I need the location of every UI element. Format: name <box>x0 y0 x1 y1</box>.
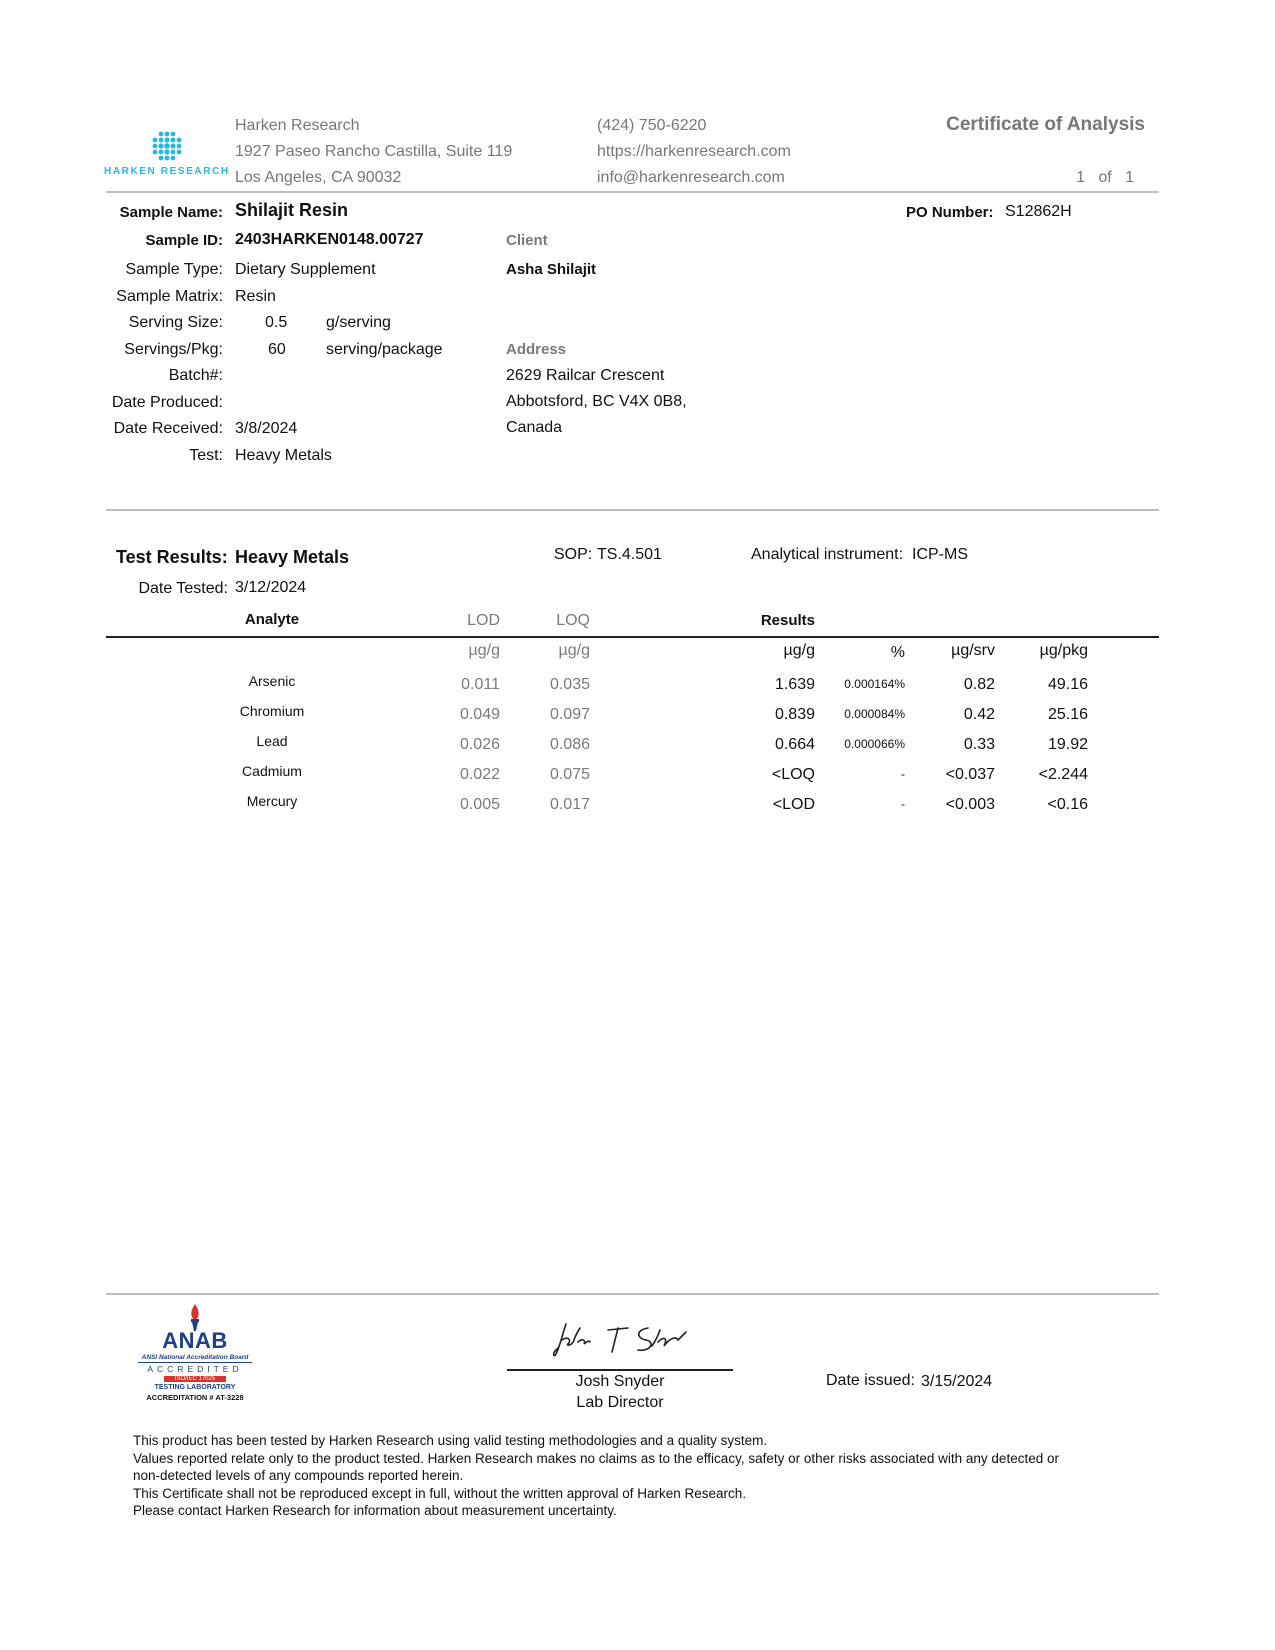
unit-lod: µg/g <box>468 642 500 659</box>
logo-dots-icon <box>104 130 230 162</box>
lod-cell: 0.022 <box>459 766 500 783</box>
sample-id-label: Sample ID: <box>145 232 223 249</box>
client-address-line3: Canada <box>506 419 563 436</box>
result-percent-cell: 0.000084% <box>844 707 905 721</box>
analyte-cell: Mercury <box>246 793 298 809</box>
page-of: of <box>1098 169 1112 186</box>
sample-matrix: Resin <box>235 288 276 305</box>
date-received-label: Date Received: <box>113 420 223 437</box>
disclaimer-line: Please contact Harken Research for information about measurement uncertainty. <box>133 1503 617 1518</box>
table-header-divider <box>106 636 1159 638</box>
serving-size-label: Serving Size: <box>128 314 223 331</box>
analyte-cell: Arsenic <box>248 673 296 689</box>
instrument-label: Analytical instrument: <box>751 546 904 563</box>
lod-cell: 0.005 <box>459 796 500 813</box>
result-ugpkg-cell: 25.16 <box>1047 706 1088 723</box>
anab-accreditation-badge <box>134 1302 256 1402</box>
result-percent-cell: 0.000066% <box>844 737 905 751</box>
result-ugsrv-cell: <0.003 <box>945 796 995 813</box>
servings-pkg-unit: serving/package <box>326 341 443 358</box>
servings-pkg-value: 60 <box>268 341 286 358</box>
result-ugpkg-cell: 19.92 <box>1047 736 1088 753</box>
date-received: 3/8/2024 <box>235 420 298 437</box>
signature <box>552 1318 692 1360</box>
disclaimer-line: Values reported relate only to the product tested. Harken Research makes no claims as to the efficacy, safety or other risks associated with any detected or <box>133 1450 1059 1466</box>
result-ugpkg-cell: <0.16 <box>1047 796 1088 813</box>
anab-accredited: ACCREDITED <box>147 1364 243 1374</box>
date-tested: 3/12/2024 <box>235 579 307 596</box>
sample-matrix-label: Sample Matrix: <box>116 288 223 305</box>
sample-type: Dietary Supplement <box>235 261 376 278</box>
lab-address-line2: Los Angeles, CA 90032 <box>235 169 402 186</box>
page-total: 1 <box>1125 169 1134 186</box>
anab-title: ANAB <box>162 1328 228 1353</box>
result-ugpkg-cell: <2.244 <box>1038 766 1088 783</box>
result-ugpkg-cell: 49.16 <box>1047 676 1088 693</box>
lab-email[interactable]: info@harkenresearch.com <box>597 169 785 186</box>
loq-cell: 0.017 <box>549 796 590 813</box>
result-ugg-cell: <LOD <box>772 796 815 813</box>
loq-cell: 0.097 <box>549 706 590 723</box>
analyte-cell: Lead <box>256 733 288 749</box>
result-ugsrv-cell: <0.037 <box>945 766 995 783</box>
result-ugsrv-cell: 0.82 <box>963 676 995 693</box>
footer-divider <box>106 1293 1159 1295</box>
unit-percent: % <box>890 644 905 661</box>
unit-loq: µg/g <box>558 642 590 659</box>
serving-size-unit: g/serving <box>326 314 391 331</box>
test-results-label: Test Results: <box>116 547 228 567</box>
po-number: S12862H <box>1005 203 1072 220</box>
lod-cell: 0.011 <box>461 676 500 693</box>
anab-iso: ISO/IEC 17025 <box>164 1376 226 1382</box>
sample-id: 2403HARKEN0148.00727 <box>235 231 424 248</box>
lod-cell: 0.026 <box>459 736 500 753</box>
unit-ug-srv: µg/srv <box>951 642 995 659</box>
result-ugg-cell: 1.639 <box>774 676 815 693</box>
result-ugg-cell: 0.664 <box>774 736 815 753</box>
client-address-line2: Abbotsford, BC V4X 0B8, <box>506 393 687 410</box>
lab-address-line1: 1927 Paseo Rancho Castilla, Suite 119 <box>235 143 513 160</box>
client-address-label: Address <box>506 341 567 358</box>
sample-name: Shilajit Resin <box>235 200 349 220</box>
date-issued-label: Date issued: <box>826 1372 915 1389</box>
sop-value: TS.4.501 <box>597 546 662 563</box>
lab-logo <box>104 130 230 180</box>
po-number-label: PO Number: <box>906 204 994 221</box>
unit-ug-pkg: µg/pkg <box>1039 642 1088 659</box>
document-title: Certificate of Analysis <box>946 114 1145 135</box>
result-ugg-cell: <LOQ <box>771 766 815 783</box>
signer-name: Josh Snyder <box>575 1373 665 1390</box>
result-ugsrv-cell: 0.33 <box>963 736 995 753</box>
servings-pkg-label: Servings/Pkg: <box>124 341 223 358</box>
signer-title: Lab Director <box>576 1394 664 1411</box>
lab-phone: (424) 750-6220 <box>597 117 707 134</box>
header-divider <box>106 191 1159 193</box>
date-produced-label: Date Produced: <box>111 394 223 411</box>
disclaimer-line: This product has been tested by Harken Research using valid testing methodologies and a quality system. <box>133 1433 768 1448</box>
result-percent-cell: - <box>901 797 905 811</box>
test-results-name: Heavy Metals <box>235 547 350 567</box>
col-header-loq: LOQ <box>556 612 590 629</box>
section-divider <box>106 509 1159 511</box>
loq-cell: 0.086 <box>549 736 590 753</box>
loq-cell: 0.035 <box>549 676 590 693</box>
analyte-cell: Chromium <box>239 703 305 719</box>
date-issued: 3/15/2024 <box>921 1373 993 1390</box>
test-label: Test: <box>189 447 223 464</box>
result-ugsrv-cell: 0.42 <box>963 706 995 723</box>
loq-cell: 0.075 <box>549 766 590 783</box>
col-header-results: Results <box>760 612 815 629</box>
client-name: Asha Shilajit <box>506 261 597 278</box>
page-current: 1 <box>1076 169 1086 186</box>
anab-number: ACCREDITATION # AT-3228 <box>146 1393 244 1402</box>
instrument-value: ICP-MS <box>912 546 968 563</box>
result-ugg-cell: 0.839 <box>774 706 815 723</box>
lab-website[interactable]: https://harkenresearch.com <box>597 143 791 160</box>
unit-ugg: µg/g <box>783 642 815 659</box>
sample-type-label: Sample Type: <box>125 261 223 278</box>
client-address-line1: 2629 Railcar Crescent <box>506 367 665 384</box>
disclaimer-line: non-detected levels of any compounds reported herein. <box>133 1468 464 1483</box>
test-name: Heavy Metals <box>235 447 332 464</box>
anab-testing-lab: TESTING LABORATORY <box>154 1384 236 1391</box>
result-percent-cell: 0.000164% <box>844 677 905 691</box>
analyte-cell: Cadmium <box>242 763 302 779</box>
client-label: Client <box>506 232 548 249</box>
serving-size-value: 0.5 <box>265 314 288 331</box>
lab-name: Harken Research <box>235 117 360 134</box>
result-percent-cell: - <box>901 767 905 781</box>
page-indicator <box>1076 169 1134 187</box>
batch-label: Batch#: <box>168 367 223 384</box>
col-header-lod: LOD <box>467 612 500 629</box>
signature-line <box>507 1369 733 1371</box>
lod-cell: 0.049 <box>459 706 500 723</box>
sop-label: SOP: <box>554 546 593 563</box>
col-header-analyte: Analyte <box>244 611 300 628</box>
disclaimer-line: This Certificate shall not be reproduced except in full, without the written approval of Harken Research. <box>133 1485 747 1501</box>
date-tested-label: Date Tested: <box>138 580 228 597</box>
logo-text: HARKEN RESEARCH <box>104 166 230 177</box>
signature-scribble-icon <box>552 1318 692 1360</box>
anab-subtitle: ANSI National Accreditation Board <box>141 1354 249 1361</box>
sample-name-label: Sample Name: <box>119 204 223 221</box>
disclaimer <box>133 1432 1059 1520</box>
